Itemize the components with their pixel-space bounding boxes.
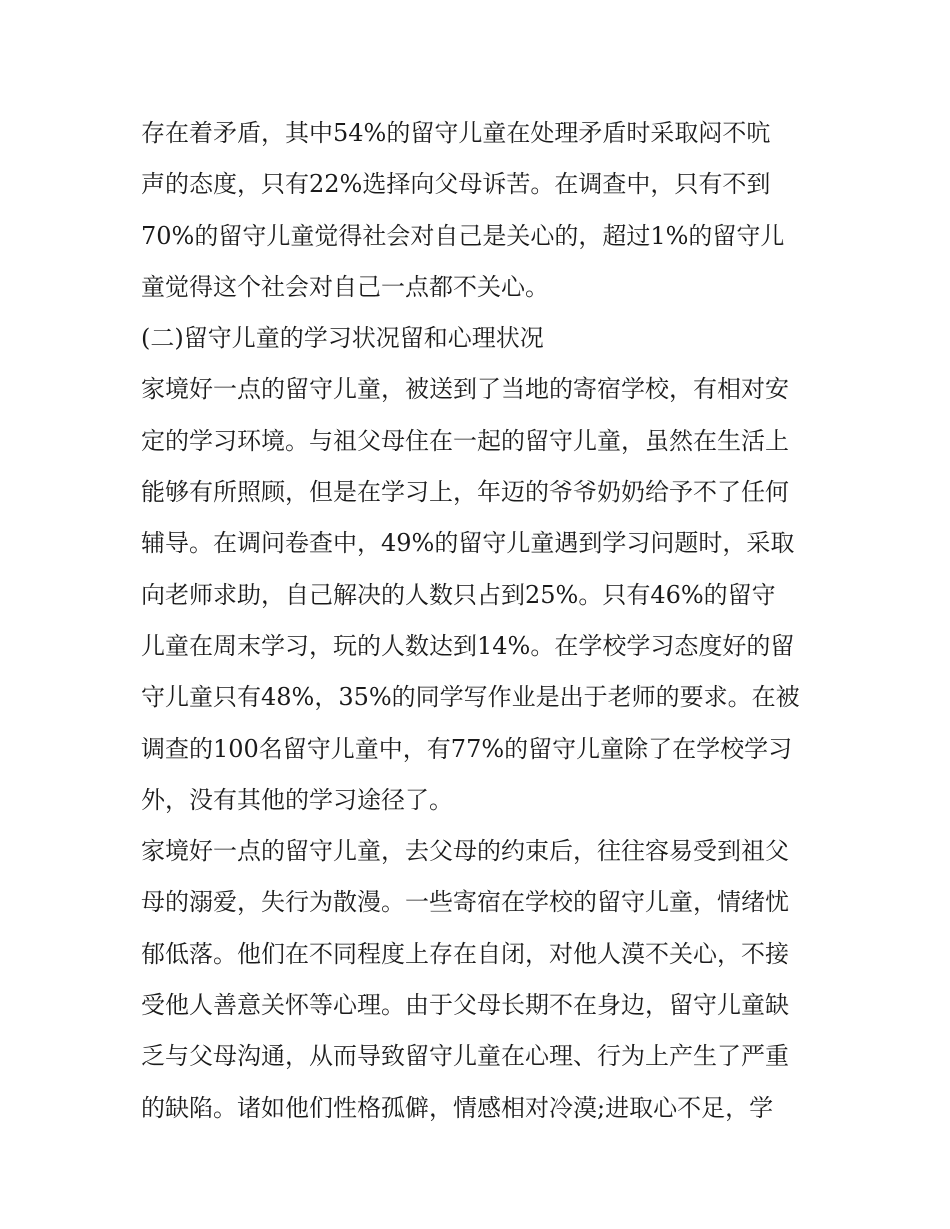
section-heading: (二)留守儿童的学习状况留和心理状况: [141, 324, 544, 353]
text-line: 乏与父母沟通，从而导致留守儿童在心理、行为上产生了严重: [141, 1042, 789, 1071]
text-line: 声的态度，只有22%选择向父母诉苦。在调查中，只有不到: [141, 170, 771, 199]
text-line: 童觉得这个社会对自己一点都不关心。: [141, 272, 549, 301]
text-line: 存在着矛盾，其中54%的留守儿童在处理矛盾时采取闷不吭: [141, 119, 771, 147]
text-line: 郁低落。他们在不同程度上存在自闭，对他人漠不关心，不接: [141, 939, 789, 968]
document-body: [141, 108, 821, 1134]
text-line: 能够有所照顾，但是在学习上，年迈的爷爷奶奶给予不了任何: [141, 478, 789, 507]
text-line: 辅导。在调问卷查中，49%的留守儿童遇到学习问题时，采取: [141, 529, 795, 558]
text-line: 家境好一点的留守儿童，被送到了当地的寄宿学校，有相对安: [141, 375, 789, 404]
text-line: 儿童在周末学习，玩的人数达到14%。在学校学习态度好的留: [141, 631, 795, 660]
text-line: 的缺陷。诸如他们性格孤僻，情感相对冷漠;进取心不足，学: [141, 1093, 774, 1122]
text-line: 70%的留守儿童觉得社会对自己是关心的，超过1%的留守儿: [141, 221, 785, 250]
text-line: 家境好一点的留守儿童，去父母的约束后，往往容易受到祖父: [141, 837, 789, 866]
text-line: 守儿童只有48%，35%的同学写作业是出于老师的要求。在被: [141, 683, 800, 712]
text-line: 向老师求助，自己解决的人数只占到25%。只有46%的留守: [141, 580, 776, 609]
text-line: 调查的100名留守儿童中，有77%的留守儿童除了在学校学习: [141, 734, 793, 763]
text-line: 母的溺爱，失行为散漫。一些寄宿在学校的留守儿童，情绪忧: [141, 888, 789, 917]
text-line: 受他人善意关怀等心理。由于父母长期不在身边，留守儿童缺: [141, 991, 789, 1020]
text-line: 定的学习环境。与祖父母住在一起的留守儿童，虽然在生活上: [141, 426, 789, 455]
text-line: 外，没有其他的学习途径了。: [141, 785, 453, 814]
